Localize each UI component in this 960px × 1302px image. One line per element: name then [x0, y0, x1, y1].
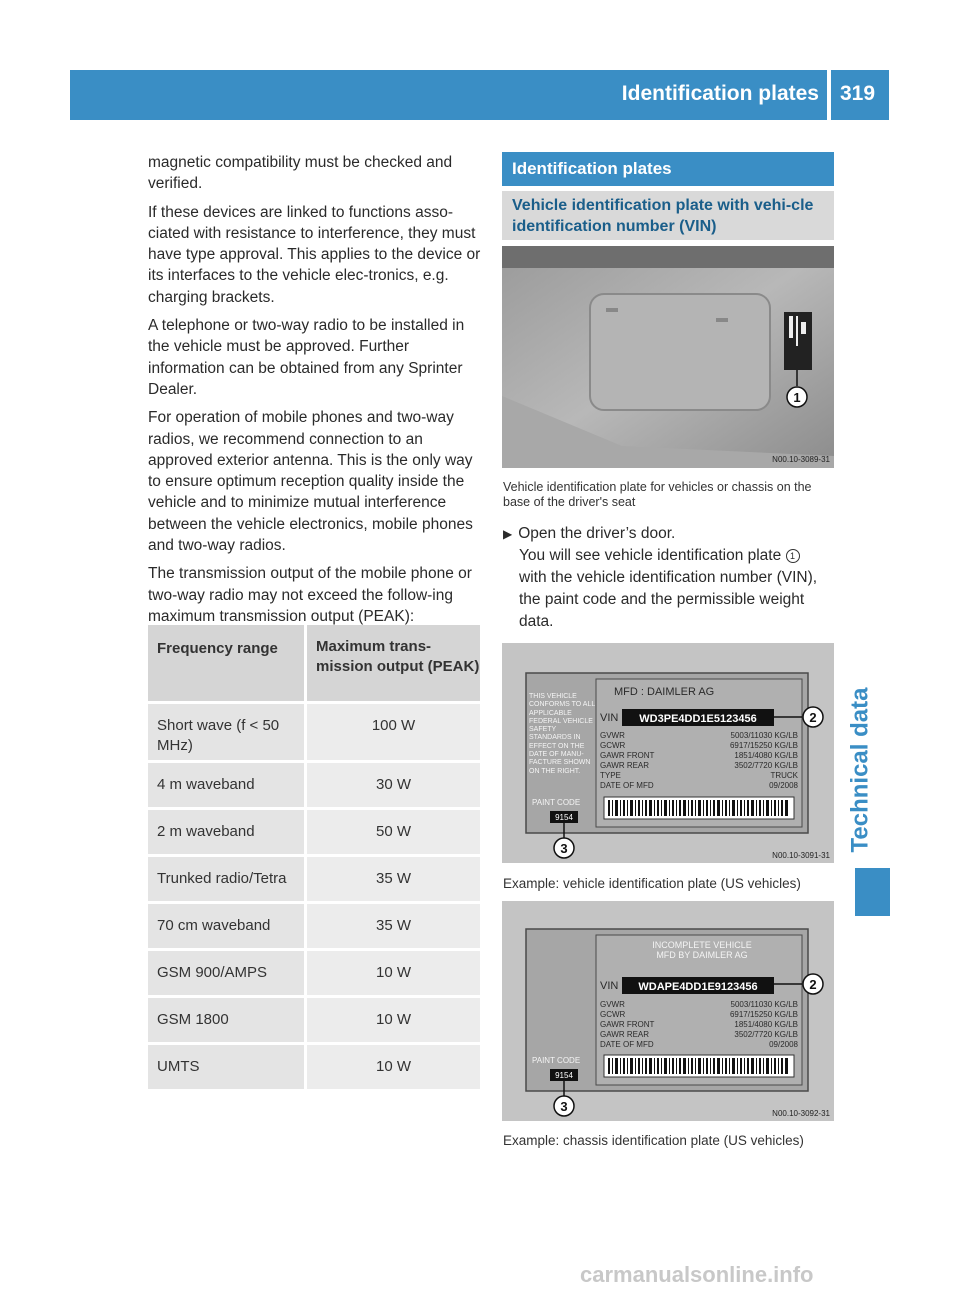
table-row	[148, 704, 480, 763]
plate-row-value: 5003/11030 KG/LB	[730, 731, 798, 740]
figure-us-vehicle-plate	[502, 643, 834, 863]
side-tab	[855, 868, 890, 916]
table-cell-range: Short wave (f < 50 MHz)	[148, 704, 304, 760]
table-cell-output: 35 W	[307, 857, 480, 901]
table-cell-range: 4 m waveband	[148, 763, 304, 807]
figure-caption: Example: chassis identification plate (US vehicles)	[503, 1133, 804, 1148]
chassis-title-1: INCOMPLETE VEHICLE	[652, 940, 752, 950]
table-row	[148, 810, 480, 857]
figure-code: N00.10-3089-31	[772, 455, 830, 464]
plate-row-label: GAWR REAR	[600, 761, 650, 770]
table-cell-range: 2 m waveband	[148, 810, 304, 854]
mfd-text: MFD : DAIMLER AG	[614, 686, 715, 698]
watermark: carmanualsonline.info	[580, 1262, 814, 1287]
plate-row-value: 09/2008	[769, 781, 798, 790]
plate-row-label: TYPE	[600, 771, 621, 780]
conformity-text: THIS VEHICLE CONFORMS TO ALL APPLICABLE FEDERAL VEHICLE SAFETY STANDARDS IN EFFECT ON THE DATE OF MANU-FACTURE SHOWN ON THE RIGHT.	[529, 693, 595, 775]
table-cell-range: Trunked radio/Tetra	[148, 857, 304, 901]
figure-caption: Example: vehicle identification plate (US vehicles)	[503, 876, 801, 891]
plate-row-label: GAWR FRONT	[600, 1020, 655, 1029]
plate-row-label: GCWR	[600, 741, 626, 750]
plate-row-label: GAWR REAR	[600, 1030, 650, 1039]
table-row	[148, 857, 480, 904]
table-header-output: Maximum trans-mission output (PEAK)	[307, 625, 480, 701]
table-cell-output: 10 W	[307, 1045, 480, 1089]
vin-value: WD3PE4DD1E5123456	[639, 713, 757, 725]
step-line1: Open the driver’s door.	[518, 525, 676, 542]
step-detail	[503, 545, 835, 633]
barcode	[608, 800, 788, 816]
figure-code: N00.10-3092-31	[772, 1109, 830, 1118]
table-cell-range: GSM 900/AMPS	[148, 951, 304, 995]
seat-plate-photo	[502, 246, 834, 468]
table-cell-output: 50 W	[307, 810, 480, 854]
plate-row-value: 09/2008	[769, 1040, 798, 1049]
table-cell-output: 30 W	[307, 763, 480, 807]
plate-row-label: GAWR FRONT	[600, 751, 655, 760]
plate-row-label: DATE OF MFD	[600, 781, 654, 790]
vin-label: VIN	[600, 980, 619, 992]
plate-row-value: 6917/15250 KG/LB	[729, 741, 798, 750]
plate-row-value: 3502/7720 KG/LB	[734, 1030, 798, 1039]
table-cell-output: 10 W	[307, 951, 480, 995]
table-row	[148, 1045, 480, 1092]
table-cell-output: 100 W	[307, 704, 480, 760]
subsection-title: Vehicle identification plate with vehi-cle identification number (VIN)	[502, 191, 834, 240]
us-vehicle-plate-image	[502, 643, 834, 863]
plate-row-value: 1851/4080 KG/LB	[734, 751, 798, 760]
figure-caption: Vehicle identification plate for vehicles or chassis on the base of the driver's seat	[503, 480, 812, 509]
callout-1: 1	[793, 390, 801, 405]
table-row	[148, 951, 480, 998]
barcode	[608, 1058, 788, 1074]
us-chassis-plate-image	[502, 901, 834, 1121]
table-row	[148, 763, 480, 810]
plate-row-value: TRUCK	[770, 771, 798, 780]
paint-code-label: PAINT CODE	[532, 1056, 581, 1065]
table-row	[148, 998, 480, 1045]
chassis-title-2: MFD BY DAIMLER AG	[656, 950, 748, 960]
callout-3: 3	[560, 841, 568, 856]
table-header-row	[148, 625, 480, 704]
step-line2-pre: You will see vehicle identification plate	[519, 547, 782, 564]
paint-code-value: 9154	[555, 1071, 573, 1080]
callout-1-icon: 1	[786, 549, 800, 563]
header-divider	[827, 70, 831, 120]
step-line2-post: with the vehicle identification number (VIN), the paint code and the permissible weight data.	[519, 569, 818, 630]
plate-row-label: GCWR	[600, 1010, 626, 1019]
plate-row-value: 5003/11030 KG/LB	[730, 1000, 798, 1009]
side-tab-label: Technical data	[846, 687, 874, 853]
table-cell-range: UMTS	[148, 1045, 304, 1089]
plate-row-label: GVWR	[600, 731, 625, 740]
figure-code: N00.10-3091-31	[772, 851, 830, 860]
vin-label: VIN	[600, 712, 619, 724]
table-cell-range: GSM 1800	[148, 998, 304, 1042]
table-cell-output: 10 W	[307, 998, 480, 1042]
plate-row-value: 6917/15250 KG/LB	[729, 1010, 798, 1019]
table-cell-range: 70 cm waveband	[148, 904, 304, 948]
paragraph: A telephone or two-way radio to be installed in the vehicle must be approved. Further information can be obtained from any Sprinter Dealer.	[148, 317, 465, 398]
section-title: Identification plates	[502, 152, 834, 186]
paint-code-value: 9154	[555, 813, 573, 822]
header-title: Identification plates	[621, 82, 819, 105]
paragraph: magnetic compatibility must be checked and verified.	[148, 154, 453, 193]
instruction-step	[503, 523, 835, 633]
callout-3: 3	[560, 1099, 568, 1114]
vin-value: WDAPE4DD1E9123456	[638, 981, 758, 993]
paragraph: The transmission output of the mobile phone or two-way radio may not exceed the follow-ing maximum transmission output (PEAK):	[148, 565, 472, 625]
paragraph: For operation of mobile phones and two-way radios, we recommend connection to an approved exterior antenna. This is the only way to ensure optimum reception quality inside the vehicle and to minimize mutual interference between the vehicle electronics, mobile phones and two-way radios.	[148, 409, 473, 555]
transmission-output-table	[148, 625, 480, 1092]
table-cell-output: 35 W	[307, 904, 480, 948]
table-header-frequency: Frequency range	[148, 625, 304, 701]
plate-row-label: GVWR	[600, 1000, 625, 1009]
plate-row-value: 1851/4080 KG/LB	[734, 1020, 798, 1029]
paragraph: If these devices are linked to functions asso-ciated with resistance to interference, they must have type approval. This applies to the device or its interfaces to the vehicle elec-tronics, e.g. charging brackets.	[148, 203, 481, 306]
plate-row-label: DATE OF MFD	[600, 1040, 654, 1049]
step-arrow-icon: ▶	[503, 527, 513, 541]
page-number: 319	[840, 82, 876, 105]
left-column	[148, 152, 483, 634]
side-tab-label-wrap	[838, 680, 882, 860]
figure-us-chassis-plate	[502, 901, 834, 1121]
table-row	[148, 904, 480, 951]
figure-seat-plate	[502, 246, 834, 468]
callout-2: 2	[809, 710, 817, 725]
plate-row-value: 3502/7720 KG/LB	[734, 761, 798, 770]
paint-code-label: PAINT CODE	[532, 798, 581, 807]
callout-2: 2	[809, 977, 817, 992]
